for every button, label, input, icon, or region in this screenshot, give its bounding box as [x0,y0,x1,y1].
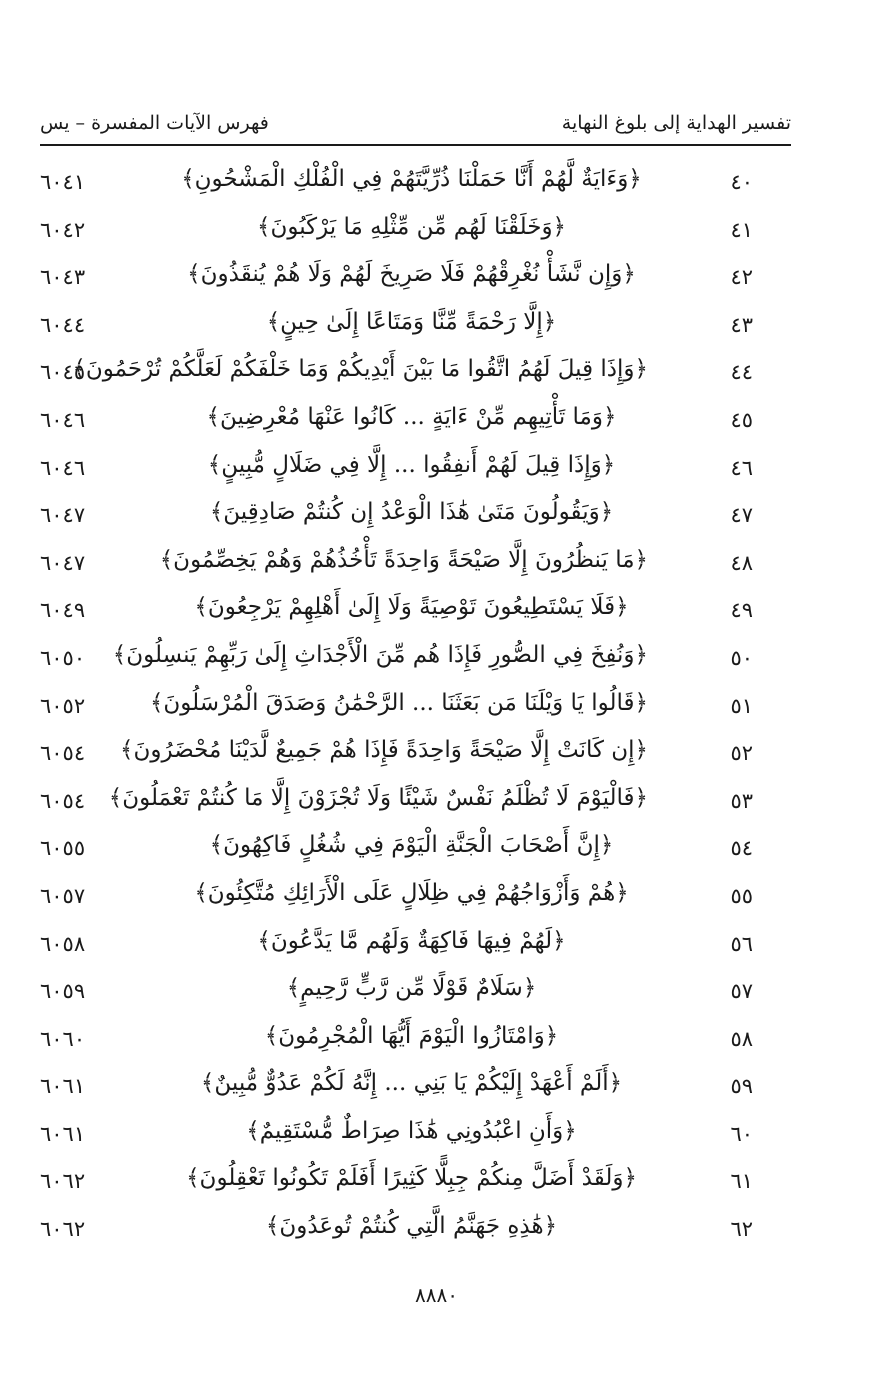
verse-number: ٤٥ [730,407,753,432]
page-reference: ٦٠٤٣ [40,265,86,290]
table-row [0,924,873,972]
verse-text: ﴿مَا يَنظُرُونَ إِلَّا صَيْحَةً وَاحِدَةً تَأْخُذُهُمْ وَهُمْ يَخِصِّمُونَ﴾ [159,546,648,573]
page-reference: ٦٠٦١ [40,1121,86,1146]
verse-number: ٦٠ [730,1121,753,1146]
table-row [0,638,873,686]
verse-text: ﴿وَلَقَدْ أَضَلَّ مِنكُمْ جِبِلًّا كَثِيرًا أَفَلَمْ تَكُونُوا تَعْقِلُونَ﴾ [186,1165,637,1192]
page-reference: ٦٠٦٢ [40,1217,86,1242]
section-title: فهرس الآيات المفسرة – يس [40,112,269,134]
verse-text: ﴿وَخَلَقْنَا لَهُم مِّن مِّثْلِهِ مَا يَرْكَبُونَ﴾ [256,213,567,240]
table-row [0,876,873,924]
verse-number: ٤١ [730,217,753,242]
verse-number: ٥١ [730,693,753,718]
verse-number: ٤٩ [730,598,753,623]
verse-number: ٥٥ [730,883,753,908]
verse-text: ﴿فَالْيَوْمَ لَا تُظْلَمُ نَفْسٌ شَيْئًا وَلَا تُجْزَوْنَ إِلَّا مَا كُنتُمْ تَعْمَلُونَ﴾ [108,784,648,811]
verse-number: ٤٦ [730,455,753,480]
verse-text: ﴿فَلَا يَسْتَطِيعُونَ تَوْصِيَةً وَلَا إِلَىٰ أَهْلِهِمْ يَرْجِعُونَ﴾ [194,594,629,621]
book-title: تفسير الهداية إلى بلوغ النهاية [561,112,791,134]
verse-index-table [0,162,873,1257]
page-reference: ٦٠٤٤ [40,312,86,337]
verse-text: ﴿وَإِذَا قِيلَ لَهُمْ أَنفِقُوا ... إِلَّا فِي ضَلَالٍ مُّبِينٍ﴾ [207,451,616,478]
verse-text: ﴿وَأَنِ اعْبُدُونِي هَٰذَا صِرَاطٌ مُّسْتَقِيمٌ﴾ [246,1117,577,1144]
verse-text: ﴿وَامْتَازُوا الْيَوْمَ أَيُّهَا الْمُجْرِمُونَ﴾ [264,1022,559,1049]
page-reference: ٦٠٥٩ [40,979,86,1004]
verse-number: ٥٧ [730,979,753,1004]
page-reference: ٦٠٤٦ [40,455,86,480]
table-row [0,590,873,638]
page-reference: ٦٠٦٢ [40,1169,86,1194]
table-row [0,1114,873,1162]
table-row [0,400,873,448]
page-reference: ٦٠٥٨ [40,931,86,956]
verse-number: ٥٣ [730,788,753,813]
verse-text: ﴿إِلَّا رَحْمَةً مِّنَّا وَمَتَاعًا إِلَىٰ حِينٍ﴾ [266,308,557,335]
page-reference: ٦٠٥٢ [40,693,86,718]
page-reference: ٦٠٤٧ [40,503,86,528]
verse-text: ﴿لَهُمْ فِيهَا فَاكِهَةٌ وَلَهُم مَّا يَدَّعُونَ﴾ [257,927,566,954]
verse-text: ﴿وَمَا تَأْتِيهِم مِّنْ ءَايَةٍ ... كَانُوا عَنْهَا مُعْرِضِينَ﴾ [206,403,617,430]
verse-number: ٤٧ [730,503,753,528]
page-reference: ٦٠٦٠ [40,1026,86,1051]
verse-text: ﴿وَيَقُولُونَ مَتَىٰ هَٰذَا الْوَعْدُ إِن كُنتُمْ صَادِقِينَ﴾ [209,499,614,526]
page-reference: ٦٠٤٥ [40,360,86,385]
verse-number: ٤٢ [730,265,753,290]
verse-text: ﴿وَءَايَةٌ لَّهُمْ أَنَّا حَمَلْنَا ذُرِّيَّتَهُمْ فِي الْفُلْكِ الْمَشْحُونِ﴾ [181,166,642,192]
verse-text: ﴿سَلَامٌ قَوْلًا مِّن رَّبٍّ رَّحِيمٍ﴾ [286,975,537,1002]
table-row [0,448,873,496]
table-row [0,352,873,400]
verse-text: ﴿أَلَمْ أَعْهَدْ إِلَيْكُمْ يَا بَنِي ... إِنَّهُ لَكُمْ عَدُوٌّ مُّبِينٌ﴾ [200,1070,623,1097]
table-row [0,305,873,353]
table-row [0,495,873,543]
page-reference: ٦٠٤٩ [40,598,86,623]
table-row [0,543,873,591]
verse-number: ٥٠ [730,645,753,670]
verse-text: ﴿وَإِذَا قِيلَ لَهُمُ اتَّقُوا مَا بَيْنَ أَيْدِيكُمْ وَمَا خَلْفَكُمْ لَعَلَّكُمْ تُرْحَمُونَ﴾ [72,356,648,383]
page-reference: ٦٠٤٧ [40,550,86,575]
table-row [0,1066,873,1114]
verse-text: ﴿وَإِن نَّشَأْ نُغْرِقْهُمْ فَلَا صَرِيخَ لَهُمْ وَلَا هُمْ يُنقَذُونَ﴾ [187,261,636,288]
page-reference: ٦٠٤٢ [40,217,86,242]
page-reference: ٦٠٤٦ [40,407,86,432]
table-row [0,257,873,305]
table-row [0,781,873,829]
verse-number: ٦١ [730,1169,753,1194]
verse-text: ﴿إِن كَانَتْ إِلَّا صَيْحَةً وَاحِدَةً فَإِذَا هُمْ جَمِيعٌ لَّدَيْنَا مُحْضَرُونَ﴾ [120,737,648,764]
table-row [0,828,873,876]
page-reference: ٦٠٥٤ [40,788,86,813]
verse-text: ﴿إِنَّ أَصْحَابَ الْجَنَّةِ الْيَوْمَ فِي شُغُلٍ فَاكِهُونَ﴾ [209,832,614,859]
page-reference: ٦٠٥٥ [40,836,86,861]
running-header [40,108,791,138]
verse-number: ٦٢ [730,1217,753,1242]
verse-number: ٥٩ [730,1074,753,1099]
verse-number: ٤٣ [730,312,753,337]
page-reference: ٦٠٥٤ [40,741,86,766]
verse-number: ٤٨ [730,550,753,575]
table-row [0,210,873,258]
table-row [0,971,873,1019]
table-row [0,686,873,734]
table-row [0,1019,873,1067]
page-reference: ٦٠٥٧ [40,883,86,908]
verse-text: ﴿قَالُوا يَا وَيْلَنَا مَن بَعَثَنَا ... الرَّحْمَٰنُ وَصَدَقَ الْمُرْسَلُونَ﴾ [149,689,648,716]
verse-number: ٤٤ [730,360,753,385]
header-rule [40,144,791,146]
table-row [0,1209,873,1257]
table-row [0,162,873,210]
verse-number: ٥٤ [730,836,753,861]
verse-number: ٥٨ [730,1026,753,1051]
verse-number: ٤٠ [730,170,753,194]
page-reference: ٦٠٦١ [40,1074,86,1099]
verse-text: ﴿هُمْ وَأَزْوَاجُهُمْ فِي ظِلَالٍ عَلَى الْأَرَائِكِ مُتَّكِئُونَ﴾ [194,879,629,906]
page-number: ٨٨٨٠ [415,1283,458,1307]
verse-text: ﴿هَٰذِهِ جَهَنَّمُ الَّتِي كُنتُمْ تُوعَدُونَ﴾ [265,1213,558,1240]
table-row [0,733,873,781]
verse-number: ٥٦ [730,931,753,956]
page-reference: ٦٠٤١ [40,170,86,194]
page-reference: ٦٠٥٠ [40,645,86,670]
table-row [0,1161,873,1209]
verse-number: ٥٢ [730,741,753,766]
verse-text: ﴿وَنُفِخَ فِي الصُّورِ فَإِذَا هُم مِّنَ الْأَجْدَاثِ إِلَىٰ رَبِّهِمْ يَنسِلُونَ﴾ [112,641,648,668]
